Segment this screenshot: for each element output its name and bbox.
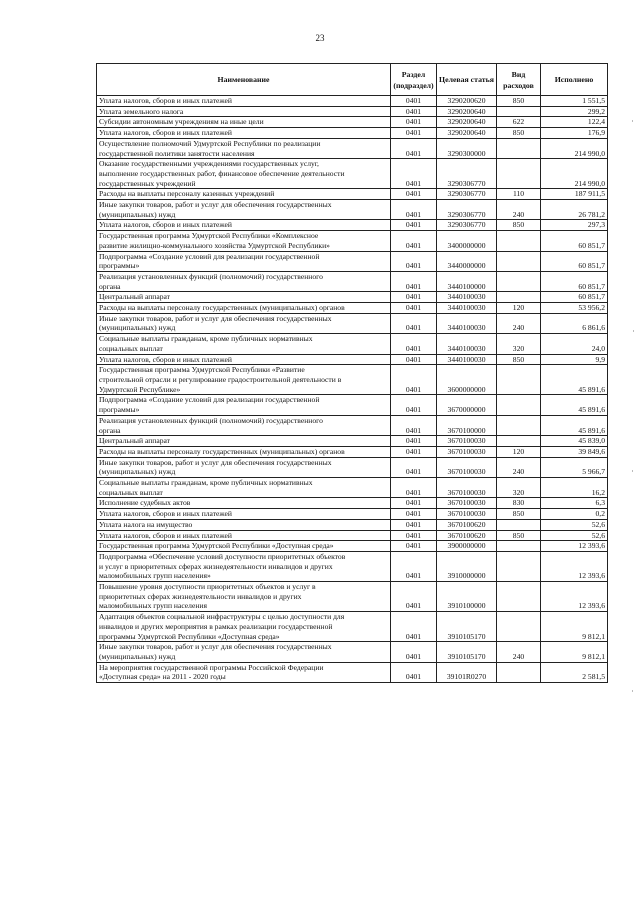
cell-section: 0401 [391,478,437,498]
cell-amount: 45 891,6 [541,365,608,395]
cell-type: 320 [497,334,541,354]
table-row [97,292,608,303]
cell-name: Осуществление полномочий Удмуртской Республики по реализации государственной политики занятости населения [97,138,391,158]
cell-amount: 12 393,6 [541,582,608,612]
cell-article: 3290306770 [437,159,497,189]
cell-amount: 60 851,7 [541,292,608,303]
cell-article: 3910100000 [437,582,497,612]
cell-amount: 299,2 [541,106,608,117]
cell-article: 3670100030 [437,478,497,498]
cell-article: 3910105170 [437,642,497,662]
cell-section: 0401 [391,303,437,314]
cell-name: Подпрограмма «Создание условий для реализации государственной программы» [97,395,391,415]
cell-name: Уплата налогов, сборов и иных платежей [97,128,391,139]
table-row [97,436,608,447]
cell-amount: 122,4 [541,117,608,128]
cell-name: Повышение уровня доступности приоритетных объектов и услуг в приоритетных сферах жизнедеятельности инвалидов и других маломобильных групп населения [97,582,391,612]
cell-article: 39101R0270 [437,662,497,682]
cell-amount: 16,2 [541,478,608,498]
cell-section: 0401 [391,457,437,477]
cell-article: 3670100620 [437,530,497,541]
cell-type: 850 [497,96,541,107]
cell-name: Уплата налогов, сборов и иных платежей [97,354,391,365]
cell-article: 3290306770 [437,220,497,231]
cell-amount: 9 812,1 [541,612,608,642]
cell-article: 3670100030 [437,457,497,477]
cell-type [497,231,541,251]
table-row [97,415,608,435]
cell-type: 850 [497,530,541,541]
cell-name: Иные закупки товаров, работ и услуг для обеспечения государственных (муниципальных) нужд [97,313,391,333]
table-row [97,159,608,189]
table-row [97,541,608,552]
table-row [97,551,608,581]
cell-type: 240 [497,313,541,333]
table-row [97,354,608,365]
cell-amount: 6 861,6 [541,313,608,333]
table-row [97,189,608,200]
cell-amount: 53 956,2 [541,303,608,314]
cell-amount: 26 781,2 [541,200,608,220]
cell-article: 3290200640 [437,106,497,117]
cell-section: 0401 [391,334,437,354]
table-row [97,117,608,128]
table-header-row [97,64,608,96]
table-row [97,231,608,251]
cell-article: 3900000000 [437,541,497,552]
cell-type: 240 [497,642,541,662]
cell-section: 0401 [391,436,437,447]
cell-section: 0401 [391,365,437,395]
cell-amount: 2 581,5 [541,662,608,682]
table-row [97,96,608,107]
cell-article: 3670100030 [437,498,497,509]
cell-amount: 12 393,6 [541,541,608,552]
table-row [97,334,608,354]
cell-name: Уплата налогов, сборов и иных платежей [97,530,391,541]
cell-section: 0401 [391,530,437,541]
table-row [97,313,608,333]
cell-type [497,519,541,530]
cell-type [497,138,541,158]
cell-section: 0401 [391,271,437,291]
scan-artifact [633,330,634,332]
cell-article: 3440100030 [437,334,497,354]
cell-section: 0401 [391,662,437,682]
cell-type: 120 [497,303,541,314]
cell-section: 0401 [391,251,437,271]
cell-section: 0401 [391,189,437,200]
cell-type: 850 [497,220,541,231]
cell-section: 0401 [391,446,437,457]
cell-type [497,662,541,682]
table-row [97,582,608,612]
cell-section: 0401 [391,128,437,139]
cell-amount: 187 911,5 [541,189,608,200]
cell-type [497,582,541,612]
cell-article: 3290306770 [437,189,497,200]
cell-name: Социальные выплаты гражданам, кроме публичных нормативных социальных выплат [97,334,391,354]
cell-type [497,541,541,552]
header-section: Раздел (подраздел) [391,64,437,96]
cell-section: 0401 [391,354,437,365]
cell-section: 0401 [391,541,437,552]
cell-name: Иные закупки товаров, работ и услуг для обеспечения государственных (муниципальных) нужд [97,642,391,662]
cell-amount: 45 891,6 [541,395,608,415]
cell-type: 320 [497,478,541,498]
cell-article: 3290200620 [437,96,497,107]
cell-name: Уплата налогов, сборов и иных платежей [97,220,391,231]
cell-article: 3290300000 [437,138,497,158]
table-row [97,612,608,642]
cell-amount: 6,3 [541,498,608,509]
cell-amount: 60 851,7 [541,231,608,251]
cell-type: 110 [497,189,541,200]
cell-type: 850 [497,509,541,520]
cell-amount: 9 812,1 [541,642,608,662]
cell-section: 0401 [391,509,437,520]
table-row [97,220,608,231]
cell-amount: 52,6 [541,530,608,541]
cell-name: Социальные выплаты гражданам, кроме публичных нормативных социальных выплат [97,478,391,498]
table-row [97,498,608,509]
cell-section: 0401 [391,498,437,509]
cell-type: 850 [497,128,541,139]
cell-name: Реализация установленных функций (полномочий) государственного органа [97,271,391,291]
cell-amount: 52,6 [541,519,608,530]
cell-type [497,365,541,395]
cell-article: 3670100030 [437,509,497,520]
cell-name: Адаптация объектов социальной инфраструктуры с целью доступности для инвалидов и других мероприятия в рамках реализации государственной программы Удмуртской Республики «Доступная среда» [97,612,391,642]
cell-article: 3670000000 [437,395,497,415]
cell-article: 3290200640 [437,117,497,128]
cell-amount: 9,9 [541,354,608,365]
table-row [97,395,608,415]
cell-name: Расходы на выплаты персоналу государственных (муниципальных) органов [97,446,391,457]
cell-type [497,159,541,189]
cell-type [497,271,541,291]
cell-type [497,106,541,117]
cell-name: Реализация установленных функций (полномочий) государственного органа [97,415,391,435]
table-row [97,271,608,291]
cell-section: 0401 [391,612,437,642]
cell-name: Уплата земельного налога [97,106,391,117]
cell-section: 0401 [391,519,437,530]
cell-amount: 0,2 [541,509,608,520]
cell-type: 622 [497,117,541,128]
cell-article: 3670100620 [437,519,497,530]
cell-section: 0401 [391,159,437,189]
header-amount: Исполнено [541,64,608,96]
cell-article: 3440100000 [437,271,497,291]
cell-name: Подпрограмма «Обеспечение условий доступности приоритетных объектов и услуг в приоритетных сферах жизнедеятельности инвалидов и других маломобильных групп населения» [97,551,391,581]
cell-amount: 60 851,7 [541,271,608,291]
scan-artifact [632,120,633,122]
cell-name: Подпрограмма «Создание условий для реализации государственной программы» [97,251,391,271]
cell-amount: 297,3 [541,220,608,231]
cell-amount: 24,0 [541,334,608,354]
cell-type [497,612,541,642]
table-row [97,128,608,139]
cell-article: 3440100030 [437,292,497,303]
cell-section: 0401 [391,395,437,415]
cell-section: 0401 [391,582,437,612]
cell-amount: 5 966,7 [541,457,608,477]
cell-section: 0401 [391,220,437,231]
table-row [97,478,608,498]
cell-name: Исполнение судебных актов [97,498,391,509]
table-row [97,519,608,530]
cell-name: Уплата налогов, сборов и иных платежей [97,96,391,107]
table-row [97,138,608,158]
cell-article: 3670100030 [437,446,497,457]
budget-table [96,63,608,683]
cell-article: 3670100000 [437,415,497,435]
table-row [97,642,608,662]
cell-amount: 39 849,6 [541,446,608,457]
cell-name: Центральный аппарат [97,292,391,303]
cell-section: 0401 [391,117,437,128]
cell-name: Уплата налога на имущество [97,519,391,530]
cell-article: 3290200640 [437,128,497,139]
table-body [97,96,608,683]
cell-section: 0401 [391,551,437,581]
cell-amount: 176,9 [541,128,608,139]
cell-article: 3910105170 [437,612,497,642]
cell-type [497,436,541,447]
cell-name: Уплата налогов, сборов и иных платежей [97,509,391,520]
cell-section: 0401 [391,106,437,117]
cell-type [497,251,541,271]
table-row [97,446,608,457]
cell-section: 0401 [391,642,437,662]
cell-type: 120 [497,446,541,457]
table-row [97,365,608,395]
cell-name: Иные закупки товаров, работ и услуг для обеспечения государственных (муниципальных) нужд [97,200,391,220]
scan-artifact [632,690,633,692]
cell-type: 850 [497,354,541,365]
cell-type: 240 [497,200,541,220]
cell-name: Государственная программа Удмуртской Республики «Развитие строительной отрасли и регулирование градостроительной деятельности в Удмуртской Республике» [97,365,391,395]
table-row [97,200,608,220]
cell-amount: 60 851,7 [541,251,608,271]
table-row [97,457,608,477]
cell-amount: 45 891,6 [541,415,608,435]
cell-name: Субсидии автономным учреждениям на иные цели [97,117,391,128]
cell-section: 0401 [391,292,437,303]
cell-amount: 214 990,0 [541,159,608,189]
cell-article: 3910000000 [437,551,497,581]
cell-name: Центральный аппарат [97,436,391,447]
table-row [97,303,608,314]
table-row [97,662,608,682]
cell-type [497,415,541,435]
table-row [97,530,608,541]
cell-amount: 45 839,0 [541,436,608,447]
cell-amount: 214 990,0 [541,138,608,158]
header-name: Наименование [97,64,391,96]
cell-amount: 12 393,6 [541,551,608,581]
cell-amount: 1 551,5 [541,96,608,107]
cell-name: Государственная программа Удмуртской Республики «Доступная среда» [97,541,391,552]
cell-section: 0401 [391,138,437,158]
cell-type [497,292,541,303]
table-row [97,251,608,271]
cell-section: 0401 [391,415,437,435]
cell-type: 240 [497,457,541,477]
cell-section: 0401 [391,313,437,333]
cell-name: Расходы на выплаты персоналу государственных (муниципальных) органов [97,303,391,314]
cell-type [497,551,541,581]
cell-name: Государственная программа Удмуртской Республики «Комплексное развитие жилищно-коммунального хозяйства Удмуртской Республики» [97,231,391,251]
cell-type [497,395,541,415]
cell-article: 3290306770 [437,200,497,220]
cell-article: 3440000000 [437,251,497,271]
cell-type: 830 [497,498,541,509]
header-article: Целевая статья [437,64,497,96]
cell-section: 0401 [391,231,437,251]
cell-name: Оказание государственными учреждениями государственных услуг, выполнение государственных работ, финансовое обеспечение деятельности государственных учреждений [97,159,391,189]
cell-name: Иные закупки товаров, работ и услуг для обеспечения государственных (муниципальных) нужд [97,457,391,477]
cell-article: 3440100030 [437,313,497,333]
cell-article: 3440100030 [437,303,497,314]
table-row [97,509,608,520]
cell-article: 3670100030 [437,436,497,447]
cell-name: Расходы на выплаты персоналу казенных учреждений [97,189,391,200]
page-number: 23 [315,33,325,43]
cell-article: 3600000000 [437,365,497,395]
scan-artifact [632,470,633,472]
cell-section: 0401 [391,96,437,107]
cell-article: 3440100030 [437,354,497,365]
table-row [97,106,608,117]
cell-name: На мероприятия государственной программы Российской Федерации «Доступная среда» на 2011 - 2020 годы [97,662,391,682]
header-type: Вид расходов [497,64,541,96]
cell-article: 3400000000 [437,231,497,251]
cell-section: 0401 [391,200,437,220]
